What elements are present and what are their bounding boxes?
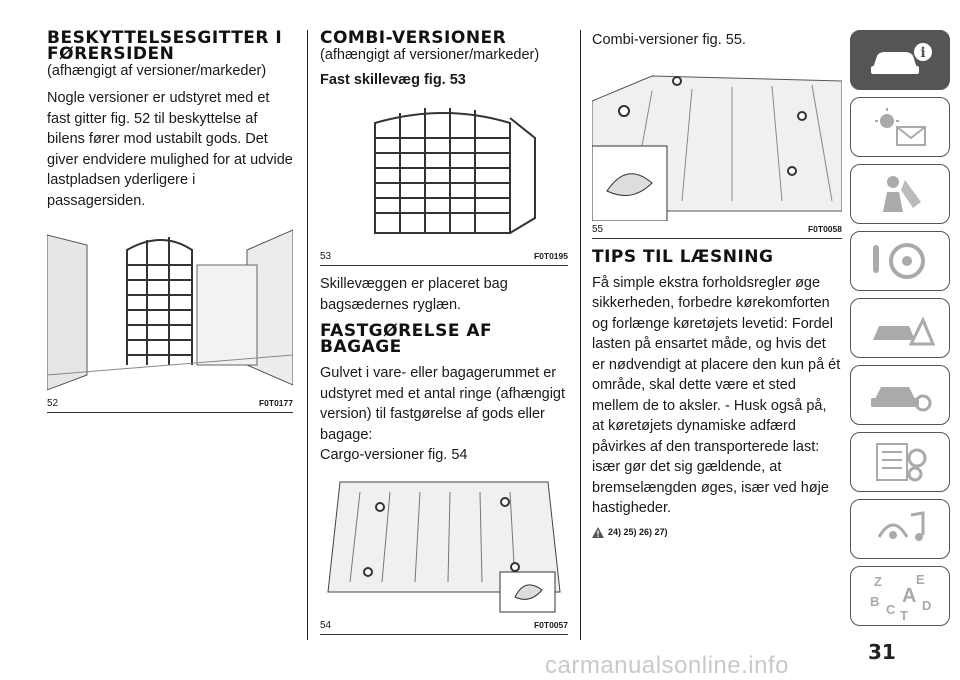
tab-steering[interactable]: [850, 231, 950, 291]
figure-55-illustration: [592, 61, 842, 221]
maintenance-icon: [865, 373, 935, 417]
figure-54: [320, 472, 568, 635]
tab-car-info[interactable]: [850, 30, 950, 90]
column-3: [592, 30, 842, 538]
index-letter: A: [902, 585, 917, 607]
title-fixed-partition: Fast skillevæg fig. 53: [320, 72, 466, 88]
steering-icon: [865, 239, 935, 283]
index-letter: C: [886, 602, 896, 617]
column-divider-2: [580, 30, 581, 640]
warning-lights-icon: [865, 105, 935, 149]
tab-index[interactable]: [850, 566, 950, 626]
figure-54-illustration: [320, 472, 568, 617]
index-icon: [860, 572, 940, 620]
index-letter: B: [870, 594, 880, 609]
figure-52-caption: [47, 395, 293, 412]
svg-text:i: i: [920, 45, 926, 61]
page-number: 31: [868, 640, 896, 664]
tab-multimedia[interactable]: [850, 499, 950, 559]
paragraph-combi-ref: Combi-versioner fig. 55.: [592, 32, 746, 48]
safety-icon: [865, 172, 935, 216]
watermark: carmanualsonline.info: [545, 652, 789, 679]
breakdown-icon: [865, 306, 935, 350]
tab-breakdown[interactable]: [850, 298, 950, 358]
paragraph-luggage: [320, 363, 568, 466]
figure-55: [592, 61, 842, 239]
figure-53-code: F0T0195: [533, 251, 568, 261]
heading-combi: COMBI-VERSIONER: [320, 28, 507, 48]
column-1: [47, 30, 293, 421]
chapter-sidebar: [850, 30, 954, 633]
figure-53-caption: [320, 248, 568, 265]
tab-safety[interactable]: [850, 164, 950, 224]
paragraph-luggage-text: Gulvet i vare- eller bagagerummet er udstyret med et antal ringe (afhængigt version) til fastgørelse af gods eller bagage:: [320, 365, 566, 443]
figure-53-illustration: [320, 98, 568, 248]
figure-55-number: 55: [592, 223, 604, 235]
paragraph-loading-tips: Få simple ekstra forholdsregler øge sikkerheden, forbedre kørekomforten og forlænge køretøjets levetid: Fordel lasten på ensartet måde, og hvis det er nødvendigt at placere den kun på ét område, skal dette være et sted mellem de to aksler. - Husk også på, at køretøjets dynamiske adfærd påvirkes af den transporterede last: især gør det sig gældende, at bremselængden øges, især ved høje hastigheder.: [592, 274, 841, 516]
warning-triangle-icon: [592, 527, 604, 538]
subheading-1: (afhængigt af versioner/markeder): [47, 63, 267, 79]
index-letter: E: [916, 572, 925, 587]
heading-securing-luggage: FASTGØRELSE AF BAGAGE: [320, 321, 493, 357]
figure-55-caption: [592, 221, 842, 238]
index-letter: D: [922, 598, 932, 613]
subheading-2: (afhængigt af versioner/markeder): [320, 47, 540, 63]
tab-maintenance[interactable]: [850, 365, 950, 425]
figure-55-code: F0T0058: [807, 223, 842, 234]
figure-53: [320, 98, 568, 266]
warning-refs-text: 24) 25) 26) 27): [608, 527, 668, 537]
index-letter: Z: [874, 574, 882, 589]
index-letter: T: [900, 608, 908, 620]
paragraph-partition: Skillevæggen er placeret bag bagsædernes ryglæn.: [320, 276, 508, 313]
tab-specs[interactable]: [850, 432, 950, 492]
car-info-icon: [865, 40, 935, 80]
warning-refs: [592, 527, 842, 538]
multimedia-icon: [865, 507, 935, 551]
figure-52-illustration: [47, 225, 293, 395]
figure-52-number: 52: [47, 398, 59, 409]
heading-protective-grid: BESKYTTELSESGITTER I FØRERSIDEN: [47, 28, 283, 64]
figure-52-code: F0T0177: [258, 398, 293, 408]
column-2: [320, 30, 568, 643]
tab-warning-lights[interactable]: [850, 97, 950, 157]
figure-53-number: 53: [320, 251, 332, 262]
figure-52: [47, 225, 293, 413]
paragraph-cargo-ref: Cargo-versioner fig. 54: [320, 447, 468, 463]
figure-54-code: F0T0057: [533, 619, 568, 630]
specs-icon: [865, 440, 935, 484]
paragraph-grid: Nogle versioner er udstyret med et fast gitter fig. 52 til beskyttelse af bilens fører mod ustabilt gods. Det giver endvidere mulighed for at udvide lastpladsen yderligere i passagersiden.: [47, 90, 293, 209]
figure-54-number: 54: [320, 619, 332, 631]
heading-loading-tips: TIPS TIL LÆSNING: [592, 246, 774, 267]
column-divider-1: [307, 30, 308, 640]
figure-54-caption: [320, 617, 568, 634]
